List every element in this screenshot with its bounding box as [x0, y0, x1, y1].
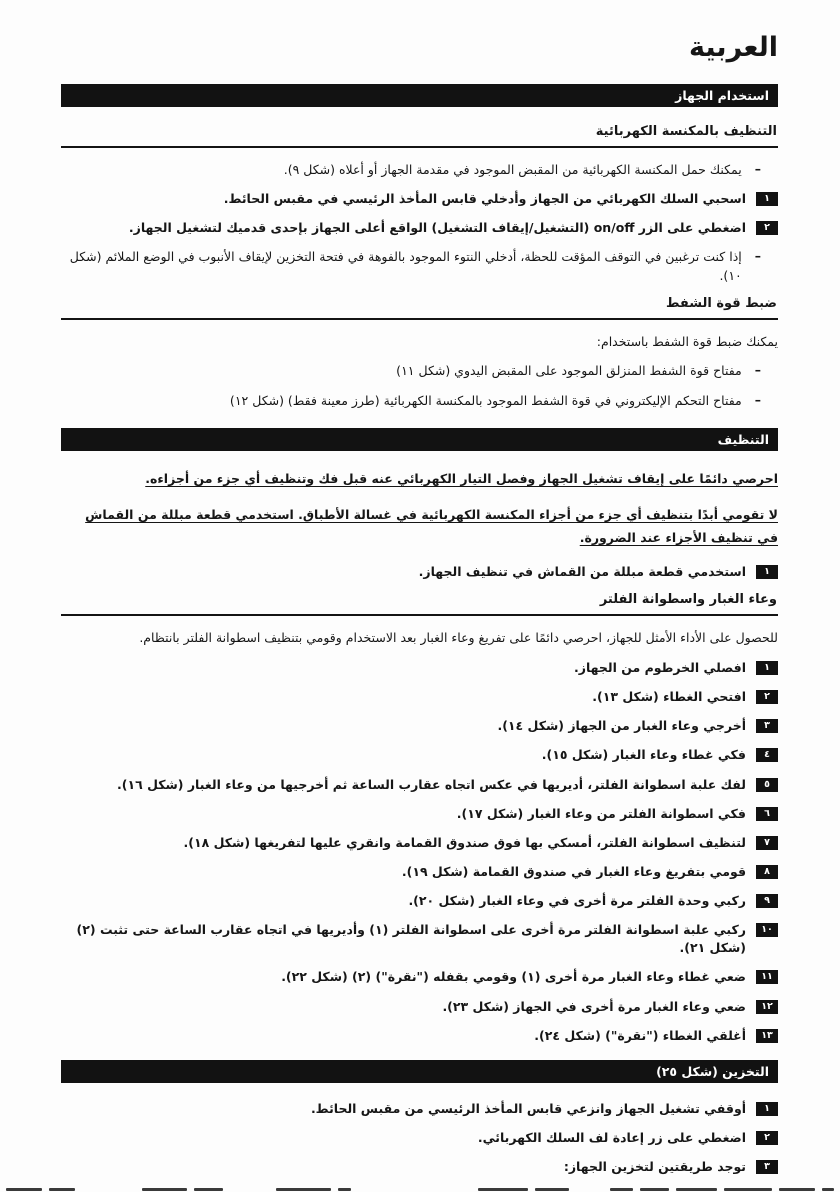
step-text: قومي بتفريغ وعاء الغبار في صندوق القمامة (شكل ١٩).: [401, 863, 746, 879]
step-number-badge: ٢: [756, 690, 778, 704]
usage-step-1: [61, 190, 778, 208]
step-number-badge: ١٠: [756, 923, 778, 937]
step-text: افتحي الغطاء (شكل ١٣).: [592, 689, 746, 705]
bullet-text: يمكنك حمل المكنسة الكهربائية من المقبض الموجود في مقدمة الجهاز أو أعلاه (شكل ٩).: [283, 162, 742, 177]
storage-step-1: [61, 1100, 778, 1118]
step-text: اسحبي السلك الكهربائي من الجهاز وأدخلي قابس المأخذ الرئيسي في مقبس الحائط.: [223, 191, 746, 207]
dust-step-4: [61, 746, 778, 764]
step-number-badge: ٥: [756, 778, 778, 792]
dust-step-1: [61, 659, 778, 677]
step-text: توجد طريقتين لتخزين الجهاز:: [563, 1159, 746, 1174]
step-text: أخرجي وعاء الغبار من الجهاز (شكل ١٤).: [497, 718, 746, 734]
bullet-slide-switch: [61, 362, 778, 380]
step-number-badge: ٣: [756, 719, 778, 733]
subheader-dust-container: وعاء الغبار واسطوانة الفلتر: [61, 592, 778, 616]
warning-no-dishwasher: لا تقومي أبدًا بتنظيف أي جزء من أجزاء المكنسة الكهربائية في غسالة الأطباق. استخدمي قطعة مبللة من القماش في تنظيف الأجزاء عند الضرورة.: [85, 507, 778, 545]
step-text: ضعي وعاء الغبار مرة أخرى في الجهاز (شكل ٢٣).: [442, 998, 746, 1014]
step-text: ركبي علبة اسطوانة الفلتر مرة أخرى على اسطوانة الفلتر (١) وأديريها في اتجاه عقارب الساعة حتى تثبت (٢) (شكل ٢١).: [76, 922, 746, 956]
step-number-badge: ٢: [756, 1131, 778, 1145]
bullet-text: مفتاح قوة الشفط المنزلق الموجود على المقبض اليدوي (شكل ١١): [396, 363, 742, 379]
subheader-suction-power: ضبط قوة الشفط: [61, 296, 778, 320]
step-text: ركبي وحدة الفلتر مرة أخرى في وعاء الغبار (شكل ٢٠).: [408, 893, 746, 908]
step-text: اضغطي على زر إعادة لف السلك الكهربائي.: [477, 1129, 746, 1145]
cleaning-step-damp-cloth: [61, 563, 778, 581]
step-number-badge: ٢: [756, 221, 778, 235]
step-text: فكي اسطوانة الفلتر من وعاء الغبار (شكل ١٧).: [456, 805, 746, 821]
dust-step-11: [61, 968, 778, 986]
dust-step-3: [61, 717, 778, 735]
section-bar-storage-label: التخزين (شكل ٢٥): [656, 1063, 769, 1079]
step-number-badge: ١: [756, 661, 778, 675]
step-text: أغلقي الغطاء ("نقرة") (شكل ٢٤).: [534, 1027, 746, 1043]
step-number-badge: ٨: [756, 865, 778, 879]
step-text: لتنظيف اسطوانة الفلتر، أمسكي بها فوق صندوق القمامة وانقري عليها لتفريغها (شكل ١٨).: [183, 834, 746, 850]
step-text: استخدمي قطعة مبللة من القماش في تنظيف الجهاز.: [418, 564, 746, 580]
step-number-badge: ٦: [756, 807, 778, 821]
dust-step-8: [61, 863, 778, 881]
step-number-badge: ٩: [756, 894, 778, 908]
section-bar-usage-label: استخدام الجهاز: [675, 88, 769, 103]
dust-step-9: [61, 892, 778, 910]
usage-step-2: [61, 219, 778, 237]
step-number-badge: ١: [756, 192, 778, 206]
dust-step-12: [61, 998, 778, 1016]
footer-cropped-print-line: [6, 1187, 834, 1191]
section-bar-cleaning-label: التنظيف: [717, 431, 769, 447]
step-number-badge: ١٣: [756, 1029, 778, 1043]
bullet-text: مفتاح التحكم الإليكتروني في قوة الشفط الموجود بالمكنسة الكهربائية (طرز معينة فقط) (شكل ١٢): [229, 392, 742, 408]
section-bar-usage: [61, 84, 778, 107]
step-number-badge: ٤: [756, 748, 778, 762]
page-title: العربية: [689, 32, 778, 63]
warning-switch-off: احرصي دائمًا على إيقاف تشغيل الجهاز وفصل التيار الكهربائي عنه قبل فك وتنظيف أي جزء من أجزاءه.: [145, 470, 778, 486]
step-text: افصلي الخرطوم من الجهاز.: [574, 660, 746, 675]
bullet-electronic-control: [61, 392, 778, 410]
dust-step-6: [61, 805, 778, 823]
suction-intro: يمكنك ضبط قوة الشفط باستخدام:: [596, 333, 778, 349]
bullet-pause-park: [61, 248, 778, 284]
step-number-badge: ١٢: [756, 1000, 778, 1014]
dash-bullet-icon: –: [754, 391, 761, 407]
subheader-vacuum-cleaning: التنظيف بالمكنسة الكهربائية: [61, 124, 778, 148]
step-number-badge: ١١: [756, 970, 778, 984]
bullet-text: إذا كنت ترغبين في التوقف المؤقت للحظة، أدخلي النتوء الموجود بالفوهة في فتحة التخزين لإيقاف الأنبوب في الوضع الملائم (شكل ١٠).: [69, 249, 742, 283]
step-text: فكي غطاء وعاء الغبار (شكل ١٥).: [541, 747, 746, 763]
storage-step-2: [61, 1129, 778, 1147]
step-text: لفك علبة اسطوانة الفلتر، أديريها في عكس اتجاه عقارب الساعة ثم أخرجيها من وعاء الغبار (شكل ١٦).: [116, 776, 746, 792]
dash-bullet-icon: –: [754, 161, 761, 176]
dust-step-13: [61, 1027, 778, 1045]
step-number-badge: ١: [756, 565, 778, 579]
dash-bullet-icon: –: [754, 362, 761, 378]
dash-bullet-icon: –: [754, 248, 761, 264]
step-number-badge: ٧: [756, 836, 778, 850]
step-number-badge: ٣: [756, 1160, 778, 1174]
dust-step-5: [61, 776, 778, 794]
step-number-badge: ١: [756, 1102, 778, 1116]
section-bar-storage: [61, 1060, 778, 1083]
storage-step-3: [61, 1158, 778, 1176]
step-text: اضغطي على الزر on/off (التشغيل/إيقاف التشغيل) الواقع أعلى الجهاز بإحدى قدميك لتشغيل الجهاز.: [128, 220, 746, 236]
dust-step-2: [61, 688, 778, 706]
dust-step-10: [61, 921, 778, 957]
dust-step-7: [61, 834, 778, 852]
step-text: أوقفي تشغيل الجهاز وانزعي قابس المأخذ الرئيسي من مقبس الحائط.: [310, 1100, 746, 1116]
step-text: ضعي غطاء وعاء الغبار مرة أخرى (١) وقومي بقفله ("نقرة") (٢) (شكل ٢٢).: [281, 969, 746, 985]
bullet-carry-handle: [61, 161, 778, 179]
dust-container-intro: للحصول على الأداء الأمثل للجهاز، احرصي دائمًا على تفريغ وعاء الغبار بعد الاستخدام وقومي بتنظيف اسطوانة الفلتر بانتظام.: [139, 630, 778, 646]
section-bar-cleaning: [61, 428, 778, 451]
